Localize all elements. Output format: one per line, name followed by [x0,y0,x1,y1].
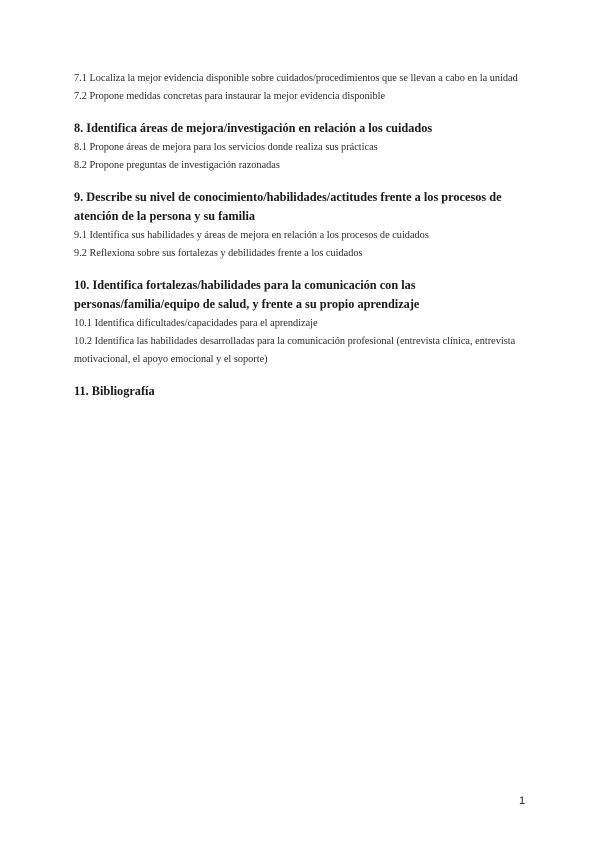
list-item: 8.1 Propone áreas de mejora para los servicios donde realiza sus prácticas [74,142,378,153]
list-item: 10.2 Identifica las habilidades desarrolladas para la comunicación profesional (entrevista clínica, entrevista motivacional, el apoyo emocional y el soporte) [74,336,516,365]
list-item: 9.2 Reflexiona sobre sus fortalezas y debilidades frente a los cuidados [74,248,363,259]
section-8 [74,119,530,175]
list-item: 7.1 Localiza la mejor evidencia disponible sobre cuidados/procedimientos que se llevan a cabo en la unidad [74,73,518,84]
section-9 [74,188,530,263]
section-10 [74,276,530,369]
list-item: 10.1 Identifica dificultades/capacidades para el aprendizaje [74,318,318,329]
page-content [74,70,530,402]
section-heading: 8. Identifica áreas de mejora/investigación en relación a los cuidados [74,121,433,135]
list-item: 9.1 Identifica sus habilidades y áreas de mejora en relación a los procesos de cuidados [74,230,429,241]
list-item: 8.2 Propone preguntas de investigación razonadas [74,160,280,171]
page-number: 1 [519,795,526,807]
section-heading: 10. Identifica fortalezas/habilidades para la comunicación con las personas/familia/equipo de salud, y frente a su propio aprendizaje [74,278,420,311]
section-heading: 9. Describe su nivel de conocimiento/habilidades/actitudes frente a los procesos de atención de la persona y su familia [74,190,502,223]
section-heading: 11. Bibliografía [74,384,155,398]
section-11 [74,382,530,401]
list-item: 7.2 Propone medidas concretas para instaurar la mejor evidencia disponible [74,91,386,102]
section-7-continued [74,70,530,106]
